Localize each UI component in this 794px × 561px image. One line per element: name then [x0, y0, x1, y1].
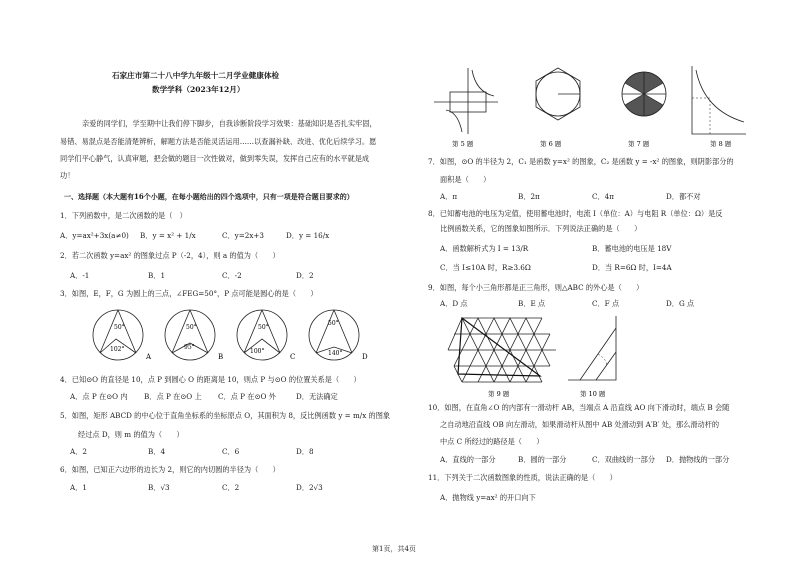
q10-option-d: D．抛物线的一部分: [666, 455, 730, 464]
q3-c-letter: C: [290, 353, 296, 361]
q6-option-b: B．√3: [148, 483, 170, 492]
fig6-hexagon: [536, 68, 580, 120]
q10-line-3: 中点 C 所经过的路径是（ ）: [440, 437, 544, 446]
q4-option-b: B．点 P 在⊙O 上: [144, 392, 202, 401]
q3-c-inner-angle: 100°: [250, 348, 265, 355]
q7-line-1: 7．如图，⊙O 的半径为 2，C₁ 是函数 y=x² 的图象，C₂ 是函数 y = -x² 的图象，则阴影部分的: [428, 157, 734, 166]
q11-stem: 11．下列关于二次函数图象的性质，说法正确的是（ ）: [428, 473, 617, 482]
q7-option-c: C．4π: [592, 192, 614, 201]
q3-stem: 3．如图，E，F，G 为圆上的三点，∠FEG=50°，P 点可能是圆心的是（ ）: [60, 289, 318, 298]
q4-option-c: C．点 P 在⊙O 外: [218, 392, 276, 401]
q9-option-a: A．D 点: [440, 299, 468, 308]
q5-option-d: D．8: [296, 447, 314, 456]
fig10-caption: 第 10 题: [580, 390, 606, 398]
intro-line-3: 同学们平心静气，认真审题，把会做的题目一次性做对，做到零失误，发挥自己应有的水平就是成: [60, 154, 370, 163]
fig7-caption: 第 7 题: [628, 140, 650, 148]
fig9-triangle-grid: [448, 318, 556, 382]
q3-circle-b: [165, 310, 223, 361]
q3-d-top-angle: 50°: [328, 320, 339, 327]
q4-option-d: D．无法确定: [296, 392, 338, 401]
q3-circle-c: [237, 310, 295, 361]
q2-option-b: B．1: [148, 271, 166, 280]
q3-b-inner-angle: 95°: [184, 344, 195, 351]
q9-option-b: B．E 点: [518, 299, 546, 308]
q8-option-b: B．蓄电池的电压是 18V: [592, 244, 672, 253]
q7-option-a: A．π: [440, 192, 458, 201]
intro-line-4: 功！: [60, 171, 75, 180]
fig5-rect-hyperbola: [434, 68, 498, 134]
q4-stem: 4．已知⊙O 的直径是 10，点 P 到圆心 O 的距离是 10，则点 P 与⊙O 的位置关系是（ ）: [60, 375, 361, 384]
q5-option-b: B．4: [148, 447, 166, 456]
q5-line-1: 5．如图，矩形 ABCD 的中心位于直角坐标系的坐标原点 O，其面积为 8，反比例函数 y = m/x 的图象: [60, 411, 391, 420]
q6-option-c: C．2: [222, 483, 240, 492]
q2-stem: 2．若二次函数 y=ax² 的图象过点 P（-2，4），则 a 的值为（ ）: [60, 251, 280, 260]
q10-option-a: A．直线的一部分: [440, 455, 496, 464]
fig10-sliding-rod: [568, 316, 616, 380]
fig9-caption: 第 9 题: [488, 390, 510, 398]
q10-line-2: 之自动地沿直线 OB 向左滑动，如果滑动杆从图中 AB 处滑动到 A′B′ 处，那么滑动杆的: [440, 420, 720, 429]
q3-d-letter: D: [362, 353, 368, 361]
middle-figures: [448, 312, 738, 398]
q3-a-inner-angle: 102°: [110, 346, 125, 353]
q3-a-letter: A: [146, 353, 152, 361]
q3-circle-a: [93, 310, 152, 361]
school-title: 石家庄市第二十八中学九年级十二月学业健康体检: [112, 71, 280, 80]
q1-option-b: B．y = x² + 1/x: [140, 231, 196, 240]
q3-c-top-angle: 50°: [258, 324, 269, 331]
q10-line-1: 10．如图，在直角∠O 的内部有一滑动杆 AB，当端点 A 沿直线 AO 向下滑动时，端点 B 会随: [428, 403, 730, 412]
fig5-caption: 第 5 题: [452, 140, 474, 148]
fig6-caption: 第 6 题: [540, 140, 562, 148]
q9-option-c: C．F 点: [592, 299, 620, 308]
q6-stem: 6．如图，已知正六边形的边长为 2，则它的内切圆的半径为（ ）: [60, 465, 280, 474]
q8-option-d: D．当 R=6Ω 时，I=4A: [592, 263, 672, 272]
page-footer: 第1页，共4页: [372, 545, 416, 553]
q9-stem: 9．如图，每个小三角形都是正三角形，则△ABC 的外心是（ ）: [428, 283, 644, 292]
q7-option-b: B．2π: [518, 192, 540, 201]
q9-option-d: D．G 点: [666, 299, 695, 308]
q5-option-a: A．2: [70, 447, 87, 456]
q2-option-a: A．-1: [70, 271, 90, 280]
q7-line-2: 面积是（ ）: [440, 175, 491, 184]
q10-option-b: B．圆的一部分: [518, 455, 567, 464]
q3-b-letter: B: [218, 353, 224, 361]
q2-option-c: C．-2: [222, 271, 242, 280]
q3-figure: [92, 303, 382, 371]
q2-option-d: D．2: [296, 271, 314, 280]
fig8-caption: 第 8 题: [710, 140, 732, 148]
q4-option-a: A．点 P 在⊙O 内: [70, 392, 128, 401]
q5-option-c: C．6: [222, 447, 240, 456]
q8-line-1: 8．已知蓄电池的电压为定值，使用蓄电池时，电流 I（单位：A）与电阻 R（单位：Ω）是反: [428, 209, 723, 218]
q3-b-top-angle: 50°: [186, 324, 197, 331]
q1-stem: 1．下列函数中，是二次函数的是（ ）: [60, 211, 187, 220]
q1-option-c: C．y=2x+3: [222, 231, 264, 240]
section-heading: 一、选择题（本大题有16个小题，在每小题给出的四个选项中，只有一项是符合题目要求的）: [64, 192, 354, 201]
q3-d-inner-angle: 140°: [328, 350, 343, 357]
q8-option-c: C．当 I≤10A 时，R≥3.6Ω: [440, 263, 531, 272]
subject-title: 数学学科（2023年12月）: [152, 85, 245, 94]
q3-circle-d: [309, 310, 368, 361]
q6-option-a: A．1: [70, 483, 87, 492]
q6-option-d: D．2√3: [296, 483, 323, 492]
q1-option-d: D．y = 16/x: [286, 231, 330, 240]
intro-line-2: 易错、易混点是否能清楚辨析，解题方法是否能灵活运用……以查漏补缺、改进、优化后续学习。愿: [60, 137, 377, 146]
q1-option-a: A．y=ax²+3x(a≠0): [60, 231, 129, 240]
q11-option-a: A．抛物线 y=ax² 的开口向下: [440, 493, 536, 502]
top-figures: [428, 62, 748, 154]
q3-a-top-angle: 50°: [114, 324, 125, 331]
q5-line-2: 经过点 D，则 m 的值为（ ）: [78, 430, 184, 439]
intro-line-1: 亲爱的同学们，学至期中让我们停下脚步，自我诊断阶段学习效果：基础知识是否扎实牢固，: [82, 119, 377, 128]
q8-option-a: A．函数解析式为 I = 13/R: [440, 244, 529, 253]
fig7-shaded-circle: [622, 72, 666, 116]
fig8-inverse-curve: [692, 66, 746, 134]
q7-option-d: D．都不对: [666, 192, 701, 201]
q8-line-2: 比例函数关系，它的图象如图所示．下列说法正确的是（ ）: [440, 224, 642, 233]
q10-option-c: C．双曲线的一部分: [592, 455, 656, 464]
